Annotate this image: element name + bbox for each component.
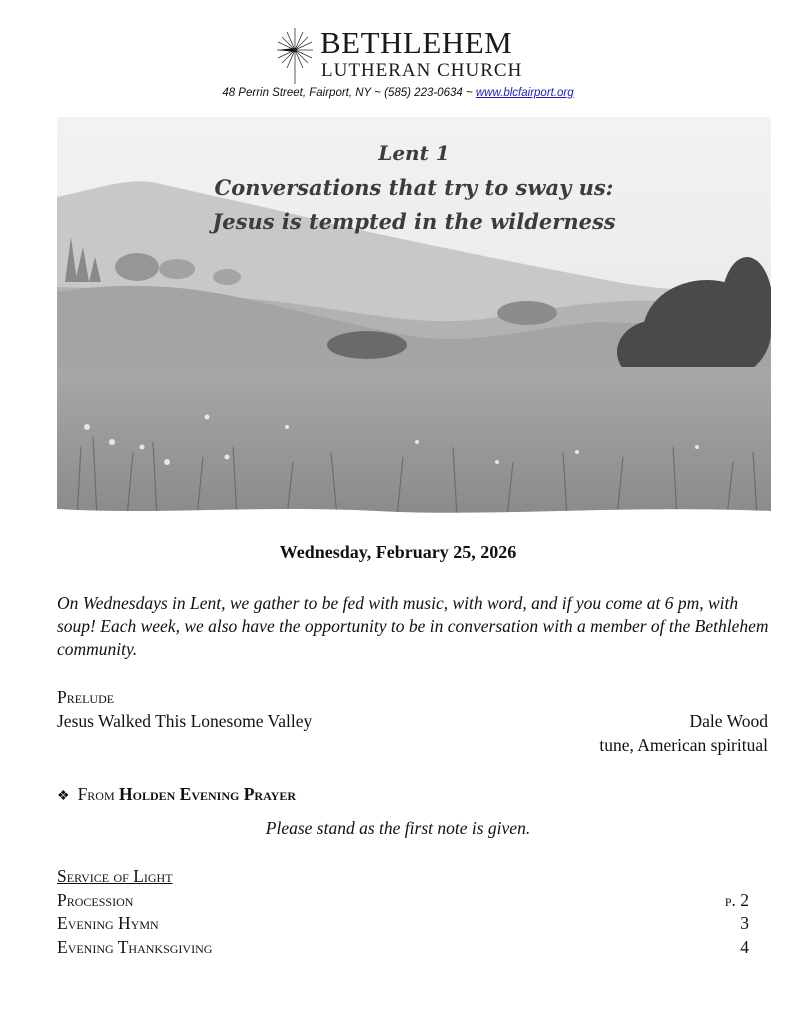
- banner-title-line-2: Conversations that try to sway us:: [214, 175, 614, 200]
- prelude-tune: tune, American spiritual: [599, 735, 768, 755]
- intro-paragraph: On Wednesdays in Lent, we gather to be fed with music, with word, and if you come at 6 pm, with soup! Each week, we also have the opportunity to be in conversation with a member of the Bethlehem community.: [57, 593, 769, 659]
- liturgy-item-name: Evening Hymn: [57, 913, 159, 933]
- star-icon: [275, 28, 315, 84]
- liturgy-item-page: [725, 890, 749, 911]
- page-number: 3: [740, 913, 749, 933]
- liturgy-item-page: [740, 937, 749, 958]
- banner-image: [57, 117, 771, 517]
- banner-title-line-1: Lent 1: [378, 141, 450, 165]
- liturgy-item: [57, 937, 749, 958]
- service-of-light-heading: Service of Light: [57, 866, 173, 886]
- prelude-label: Prelude: [57, 687, 115, 707]
- liturgy-item-page: [740, 913, 749, 934]
- stand-instruction: Please stand as the first note is given.: [265, 818, 531, 838]
- address-text: 48 Perrin Street, Fairport, NY ~ (585) 223-0634 ~: [222, 87, 476, 99]
- page-number: 2: [740, 890, 749, 910]
- page-prefix: p.: [724, 890, 741, 910]
- liturgy-item-name: Evening Thanksgiving: [57, 937, 213, 957]
- holden-heading: [57, 784, 296, 805]
- holden-from: From: [77, 784, 120, 804]
- holden-title: Holden Evening Prayer: [119, 784, 296, 804]
- page-number: 4: [740, 937, 749, 957]
- website-link[interactable]: www.blcfairport.org: [475, 87, 574, 99]
- service-date: Wednesday, February 25, 2026: [279, 542, 517, 562]
- liturgy-item: [57, 890, 749, 911]
- diamond-bullet-icon: ❖: [57, 789, 70, 804]
- church-subtitle: LUTHERAN CHURCH: [321, 60, 523, 81]
- liturgy-item: [57, 913, 749, 934]
- liturgy-item-name: Procession: [57, 890, 134, 910]
- prelude-composer: Dale Wood: [689, 711, 768, 731]
- church-name: BETHLEHEM: [320, 25, 513, 60]
- prelude-title: Jesus Walked This Lonesome Valley: [57, 711, 313, 731]
- church-address: [0, 87, 796, 99]
- banner-title-line-3: Jesus is tempted in the wilderness: [212, 209, 616, 234]
